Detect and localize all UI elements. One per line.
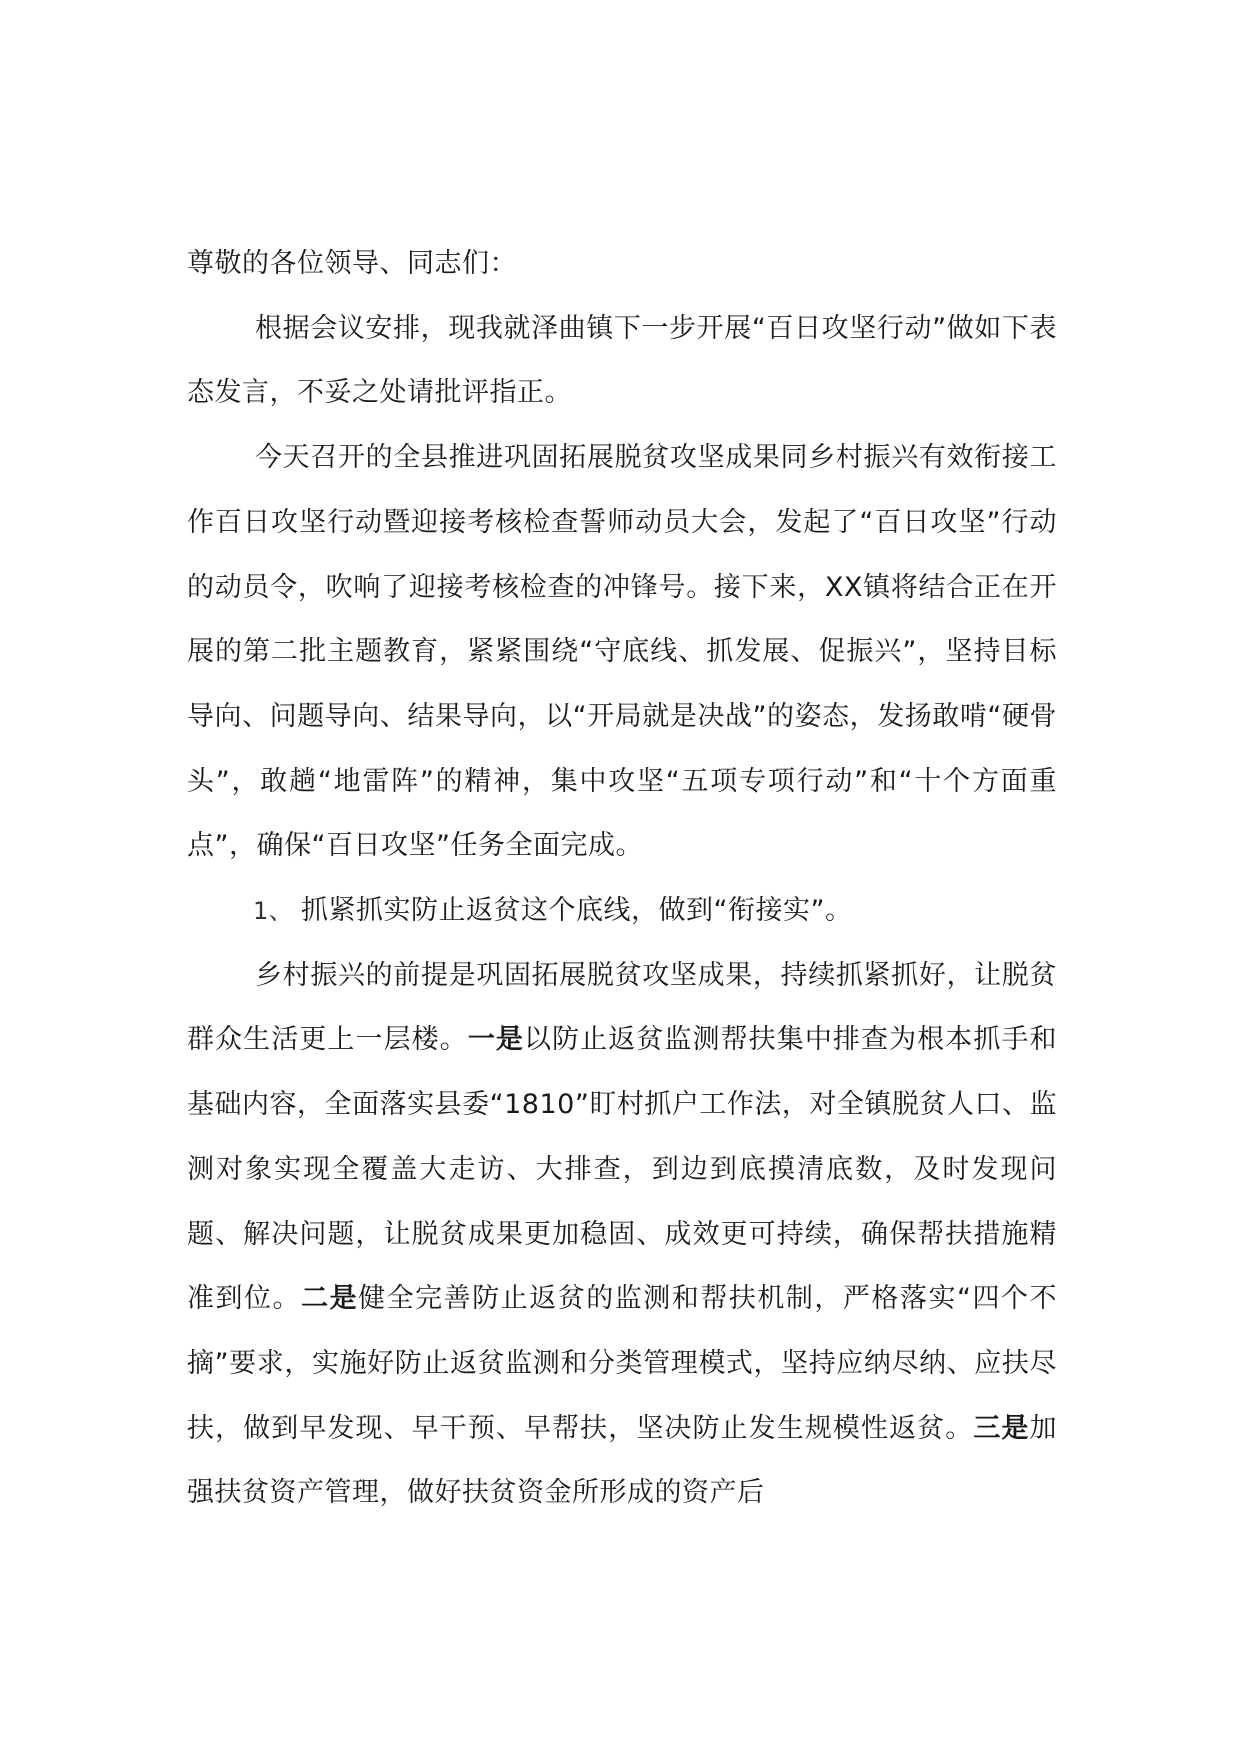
document-body xyxy=(187,232,1057,1526)
paragraph-lead: 乡村振兴的前提是巩固拓展脱贫攻坚成果，持续抓紧抓好，让脱贫群众生活更上一层楼。 xyxy=(187,959,1057,1056)
section-number: 1、 xyxy=(253,897,294,926)
body-paragraph-2 xyxy=(187,944,1057,1526)
paragraph-text-third: 加强扶贫资产管理，做好扶贫资金所形成的资产后 xyxy=(187,1412,1058,1509)
section-heading xyxy=(187,879,1057,944)
salutation: 尊敬的各位领导、同志们： xyxy=(187,248,517,279)
keyword-third: 三是 xyxy=(973,1412,1030,1444)
paragraph-text-second: 健全完善防止返贫的监测和帮扶机制，严格落实“四个不摘”要求，实施好防止返贫监测和分类管理模式，坚持应纳尽纳、应扶尽扶，做到早发现、早干预、早帮扶，坚决防止发生规模性返贫。 xyxy=(187,1283,1058,1444)
intro-paragraph: 根据会议安排，现我就泽曲镇下一步开展“百日攻坚行动”做如下表态发言，不妥之处请批评指正。 xyxy=(187,312,1057,409)
keyword-second: 二是 xyxy=(301,1283,359,1315)
paragraph-text-first: 以防止返贫监测帮扶集中排查为根本抓手和基础内容，全面落实县委“1810”盯村抓户工作法，对全镇脱贫人口、监测对象实现全覆盖大走访、大排查，到边到底摸清底数，及时发现问题、解决问题，让脱贫成果更加稳固、成效更可持续，确保帮扶措施精准到位。 xyxy=(187,1024,1058,1315)
section-title: 抓紧抓实防止返贫这个底线，做到“衔接实”。 xyxy=(301,895,853,927)
body-paragraph: 今天召开的全县推进巩固拓展脱贫攻坚成果同乡村振兴有效衔接工作百日攻坚行动暨迎接考核检查誓师动员大会，发起了“百日攻坚”行动的动员令，吹响了迎接考核检查的冲锋号。接下来，XX镇将结合正在开展的第二批主题教育，紧紧围绕“守底线、抓发展、促振兴”，坚持目标导向、问题导向、结果导向，以“开局就是决战”的姿态，发扬敢啃“硬骨头”，敢趟“地雷阵”的精神，集中攻坚“五项专项行动”和“十个方面重点”，确保“百日攻坚”任务全面完成。 xyxy=(187,442,1057,862)
keyword-first: 一是 xyxy=(467,1024,525,1056)
